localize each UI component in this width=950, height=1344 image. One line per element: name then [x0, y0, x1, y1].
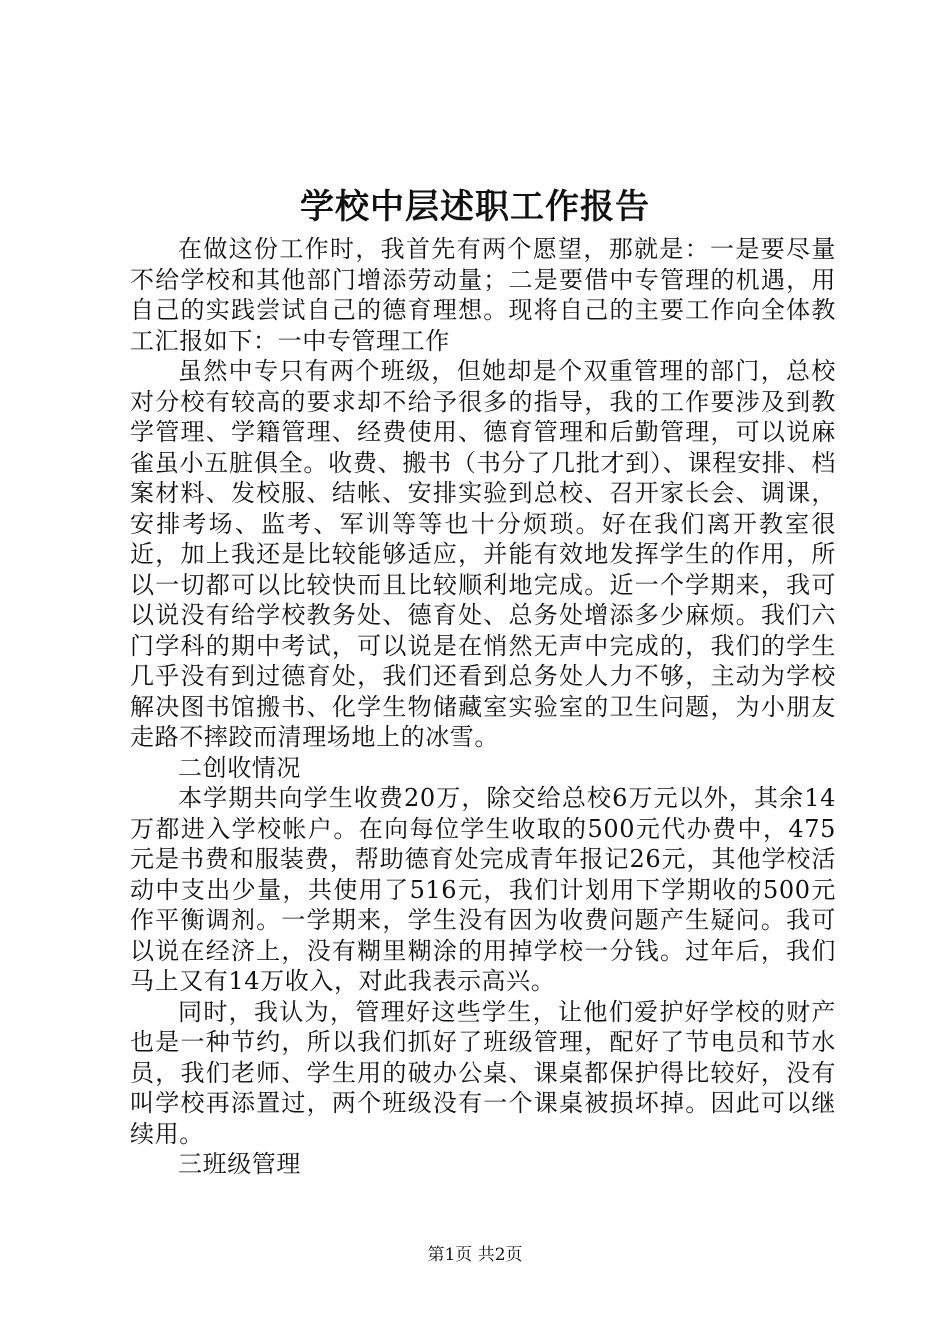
document-body: [130, 234, 836, 1180]
section-heading-class-management: 三班级管理: [178, 1150, 301, 1178]
paragraph-saving: 同时，我认为，管理好这些学生，让他们爱护好学校的财产也是一种节约，所以我们抓好了班级管理，配好了节电员和节水员，我们老师、学生用的破办公桌、课桌都保护得比较好，没有叫学校再添置过，两个班级没有一个课桌被损坏掉。因此可以继续用。: [130, 997, 836, 1148]
section-heading-income: 二创收情况: [178, 753, 301, 782]
paragraph-income: 本学期共向学生收费20万，除交给总校6万元以外，其余14万都进入学校帐户。在向每位学生收取的500元代办费中，475元是书费和服装费，帮助德育处完成青年报记26元，其他学校活动中支出少量，共使用了516元，我们计划用下学期收的500元作平衡调剂。一学期来，学生没有因为收费问题产生疑问。我可以说在经济上，没有糊里糊涂的用掉学校一分钱。过年后，我们马上又有14万收入，对此我表示高兴。: [130, 784, 836, 995]
page-number-footer: 第1页 共2页: [427, 1245, 523, 1265]
paragraph-intro: 在做这份工作时，我首先有两个愿望，那就是：一是要尽量不给学校和其他部门增添劳动量；二是要借中专管理的机遇，用自己的实践尝试自己的德育理想。现将自己的主要工作向全体教工汇报如下：一中专管理工作: [130, 235, 836, 355]
paragraph-management: 虽然中专只有两个班级，但她却是个双重管理的部门，总校对分校有较高的要求却不给予很多的指导，我的工作要涉及到教学管理、学籍管理、经费使用、德育管理和后勤管理，可以说麻雀虽小五脏俱全。收费、搬书（书分了几批才到）、课程安排、档案材料、发校服、结帐、安排实验到总校、召开家长会、调课，安排考场、监考、军训等等也十分烦琐。好在我们离开教室很近，加上我还是比较能够适应，并能有效地发挥学生的作用，所以一切都可以比较快而且比较顺利地完成。近一个学期来，我可以说没有给学校教务处、德育处、总务处增添多少麻烦。我们六门学科的期中考试，可以说是在悄然无声中完成的，我们的学生几乎没有到过德育处，我们还看到总务处人力不够，主动为学校解决图书馆搬书、化学生物储藏室实验室的卫生问题，为小朋友走路不摔跤而清理场地上的冰雪。: [130, 357, 836, 751]
document-title: 学校中层述职工作报告: [300, 187, 650, 227]
